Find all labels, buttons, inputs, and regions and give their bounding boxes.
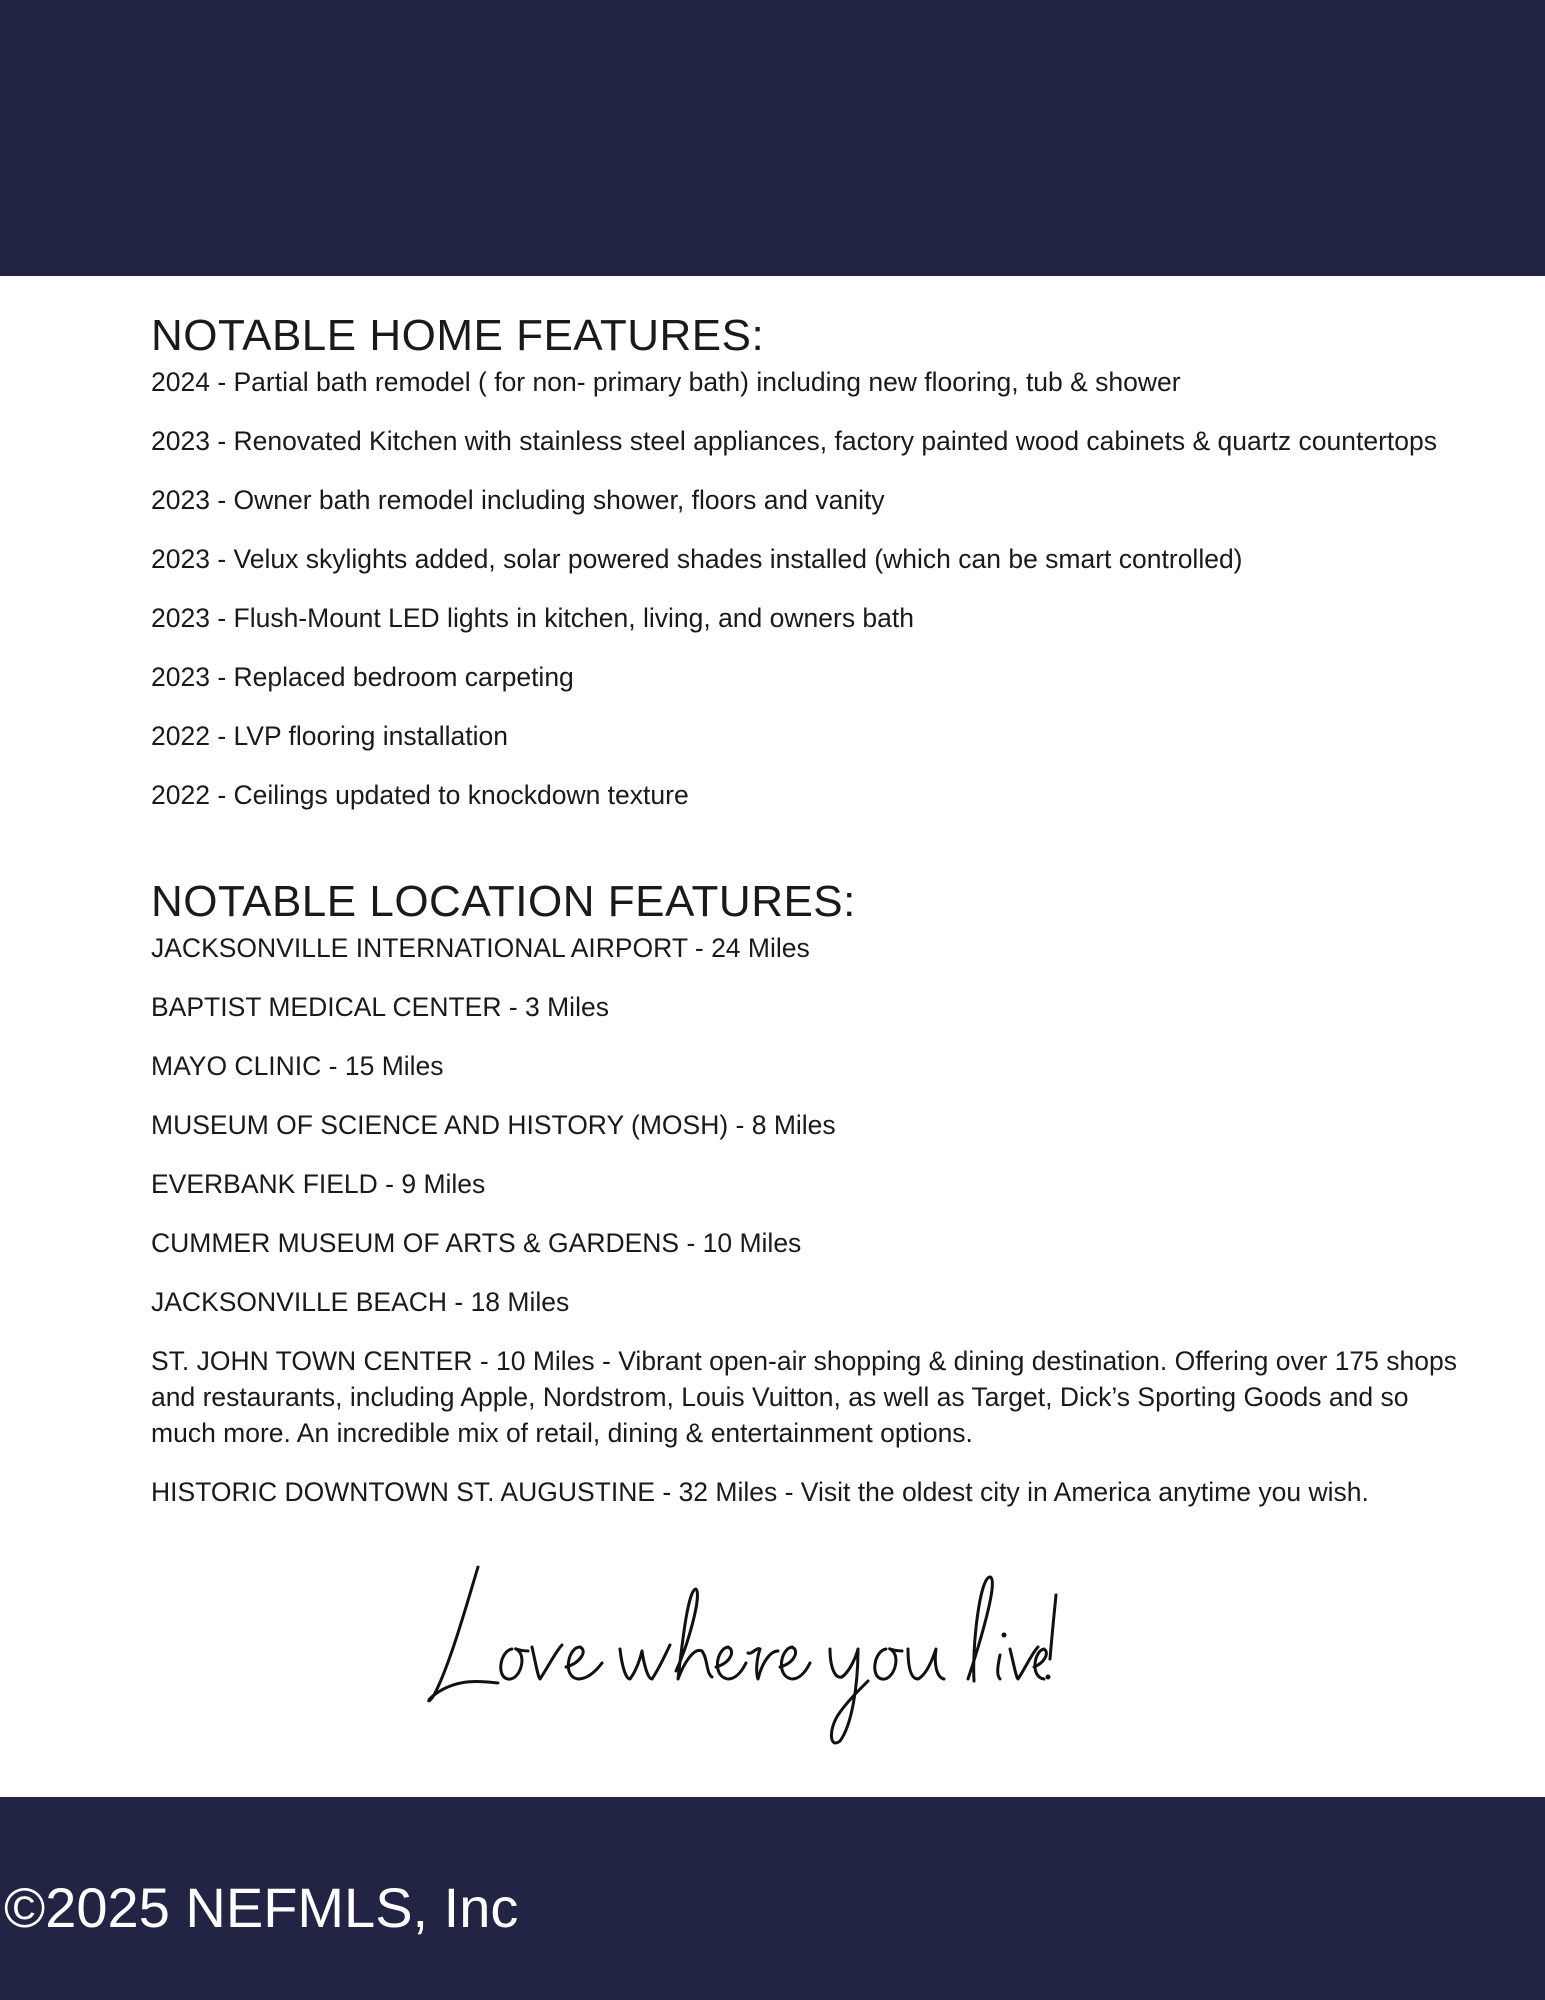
home-features-title: NOTABLE HOME FEATURES:	[151, 311, 765, 360]
list-item: CUMMER MUSEUM OF ARTS & GARDENS - 10 Miles	[151, 1228, 802, 1258]
list-item: 2024 - Partial bath remodel ( for non- primary bath) including new flooring, tub & shower	[151, 367, 1181, 397]
list-item: ST. JOHN TOWN CENTER - 10 Miles - Vibrant open-air shopping & dining destination. Offering over 175 shops and restaurants, including Apple, Nordstrom, Louis Vuitton, as well as Target, Dick’s Sporting Goods and so much more. An incredible mix of retail, dining & entertainment options.	[151, 1346, 1457, 1448]
list-item: 2023 - Renovated Kitchen with stainless steel appliances, factory painted wood cabinets & quartz countertops	[151, 426, 1438, 456]
list-item: MAYO CLINIC - 15 Miles	[151, 1051, 444, 1081]
list-item: 2022 - Ceilings updated to knockdown texture	[151, 780, 689, 810]
list-item: 2023 - Owner bath remodel including shower, floors and vanity	[151, 485, 885, 515]
list-item: JACKSONVILLE BEACH - 18 Miles	[151, 1287, 570, 1317]
list-item: 2022 - LVP flooring installation	[151, 721, 508, 751]
features-content	[151, 308, 1461, 1533]
location-features-list	[151, 930, 1461, 1533]
section-spacer	[151, 836, 1461, 874]
list-item: 2023 - Velux skylights added, solar powered shades installed (which can be smart controlled)	[151, 544, 1243, 574]
header-band	[0, 0, 1545, 276]
list-item: 2023 - Flush-Mount LED lights in kitchen, living, and owners bath	[151, 603, 915, 633]
love-where-you-live-signature	[420, 1555, 1060, 1745]
list-item: 2023 - Replaced bedroom carpeting	[151, 662, 574, 692]
copyright-notice: ©2025 NEFMLS, Inc	[4, 1876, 519, 1939]
list-item: BAPTIST MEDICAL CENTER - 3 Miles	[151, 992, 609, 1022]
list-item: MUSEUM OF SCIENCE AND HISTORY (MOSH) - 8 Miles	[151, 1110, 836, 1140]
home-features-list	[151, 364, 1461, 836]
list-item: JACKSONVILLE INTERNATIONAL AIRPORT - 24 Miles	[151, 933, 810, 963]
location-features-title: NOTABLE LOCATION FEATURES:	[151, 877, 856, 926]
list-item: EVERBANK FIELD - 9 Miles	[151, 1169, 486, 1199]
list-item: HISTORIC DOWNTOWN ST. AUGUSTINE - 32 Miles - Visit the oldest city in America anytime you wish.	[151, 1477, 1369, 1507]
